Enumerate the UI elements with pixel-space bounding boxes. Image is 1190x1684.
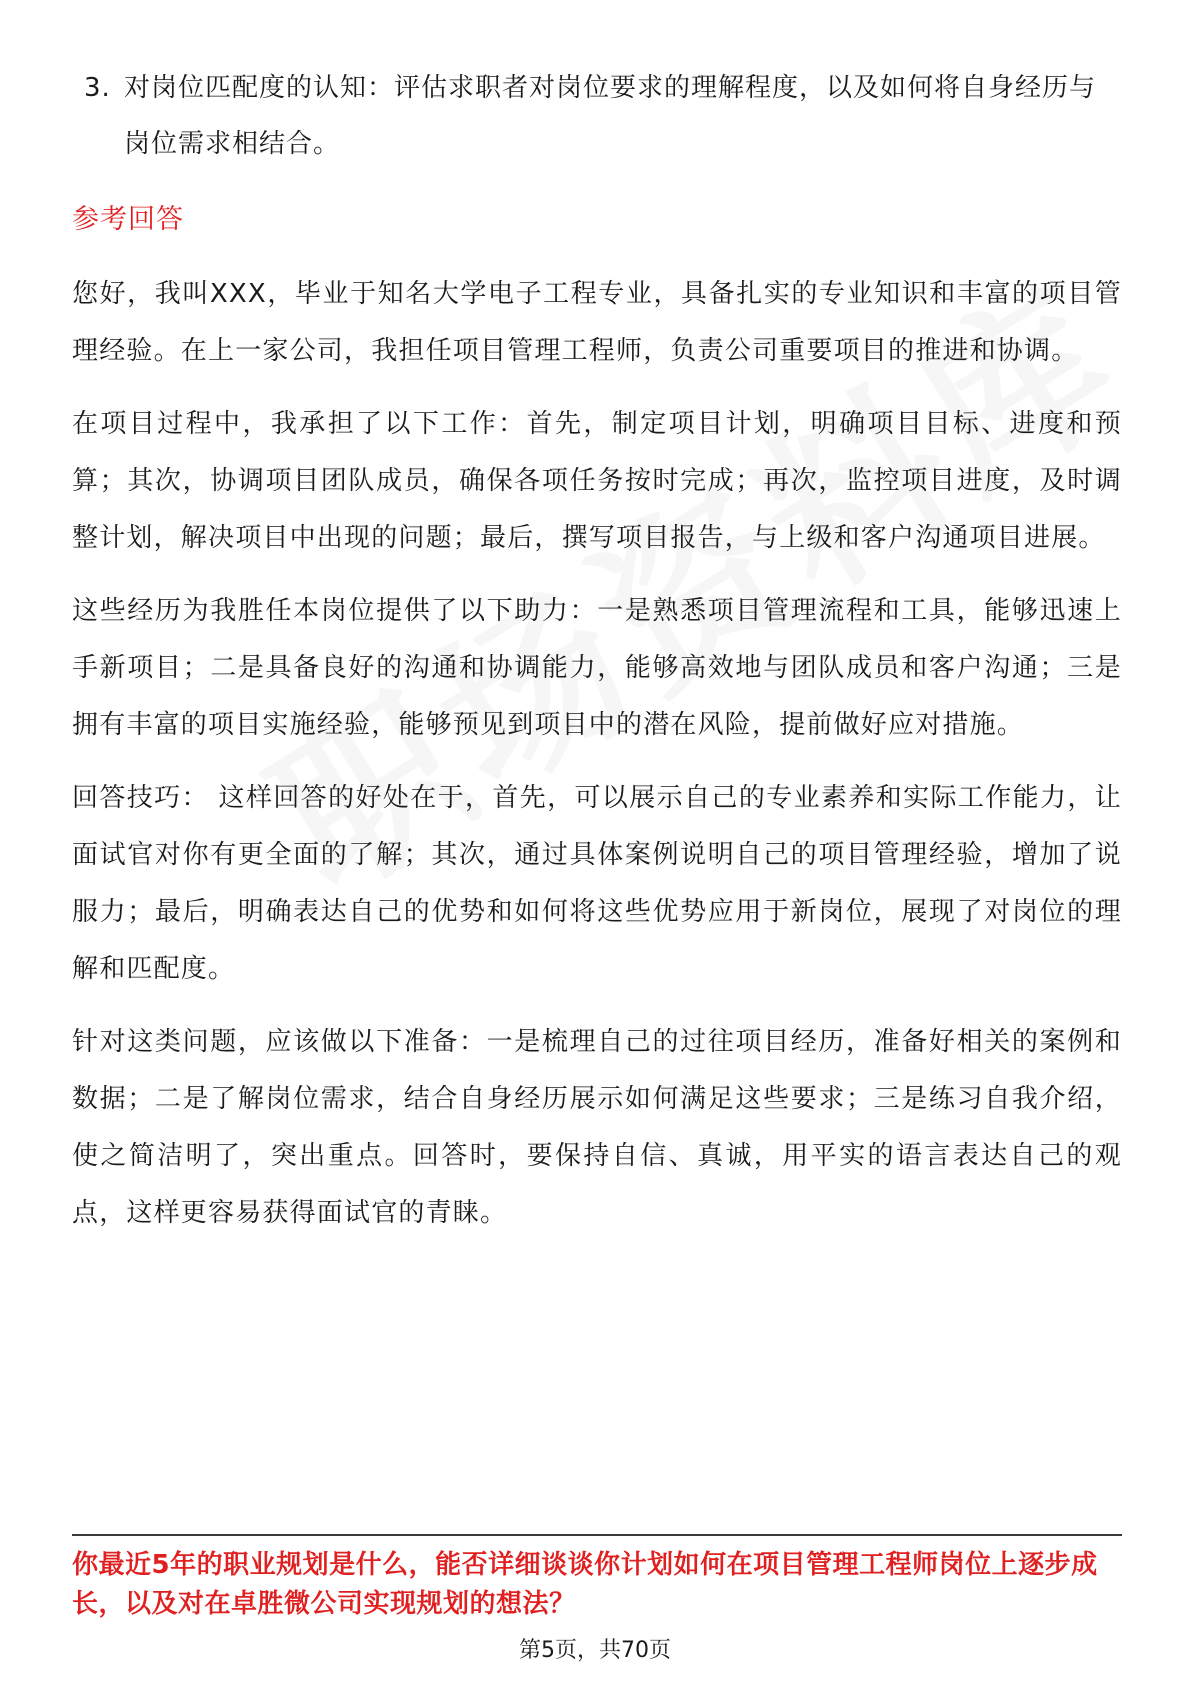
answer-paragraph-intro: 您好，我叫XXX，毕业于知名大学电子工程专业，具备扎实的专业知识和丰富的项目管理经验。在上一家公司，我担任项目管理工程师，负责公司重要项目的推进和协调。 (72, 279, 1122, 366)
next-question: 你最近5年的职业规划是什么，能否详细谈谈你计划如何在项目管理工程师岗位上逐步成长，以及对在卓胜微公司实现规划的想法？ (72, 1550, 1098, 1619)
answer-paragraph-benefits: 这些经历为我胜任本岗位提供了以下助力：一是熟悉项目管理流程和工具，能够迅速上手新项目；二是具备良好的沟通和协调能力，能够高效地与团队成员和客户沟通；三是拥有丰富的项目实施经验，能够预见到项目中的潜在风险，提前做好应对措施。 (72, 596, 1122, 740)
numbered-list-item (72, 60, 1122, 172)
answer-tips-paragraph: 回答技巧： 这样回答的好处在于，首先，可以展示自己的专业素养和实际工作能力，让面试官对你有更全面的了解；其次，通过具体案例说明自己的项目管理经验，增加了说服力；最后，明确表达自己的优势和如何将这些优势应用于新岗位，展现了对岗位的理解和匹配度。 (72, 783, 1122, 984)
section-title: 参考回答 (72, 204, 184, 235)
list-item-text: 对岗位匹配度的认知：评估求职者对岗位要求的理解程度，以及如何将自身经历与岗位需求相结合。 (124, 73, 1097, 159)
page-footer: 第5页，共70页 (519, 1638, 671, 1663)
list-item-number: 3. (84, 73, 111, 103)
answer-paragraph-work: 在项目过程中，我承担了以下工作：首先，制定项目计划，明确项目目标、进度和预算；其次，协调项目团队成员，确保各项任务按时完成；再次，监控项目进度，及时调整计划，解决项目中出现的问题；最后，撰写项目报告，与上级和客户沟通项目进展。 (72, 409, 1122, 553)
section-divider (72, 1534, 1122, 1536)
page-content (72, 60, 1122, 1242)
preparation-paragraph: 针对这类问题，应该做以下准备：一是梳理自己的过往项目经历，准备好相关的案例和数据；二是了解岗位需求，结合自身经历展示如何满足这些要求；三是练习自我介绍，使之简洁明了，突出重点。回答时，要保持自信、真诚，用平实的语言表达自己的观点，这样更容易获得面试官的青睐。 (72, 1027, 1122, 1228)
